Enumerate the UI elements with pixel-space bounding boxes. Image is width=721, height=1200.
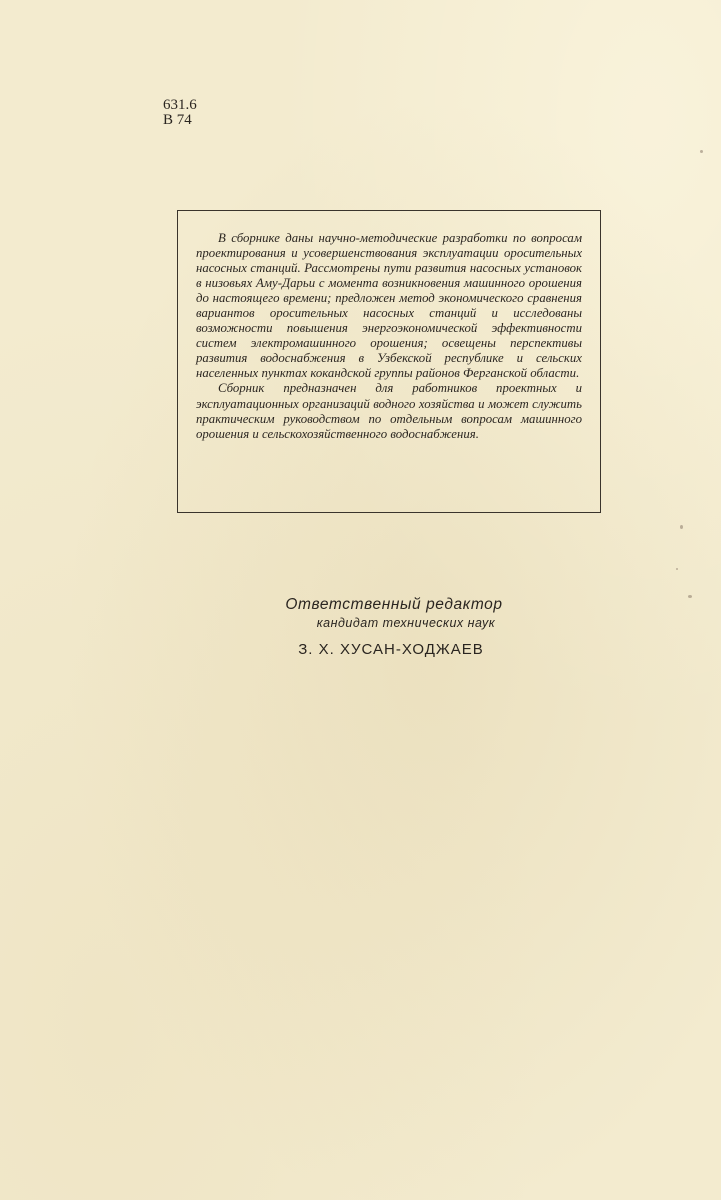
paper-speck [680,525,683,529]
editor-degree: кандидат технических наук [316,616,496,630]
catalog-codes [163,98,197,128]
abstract-paragraph-1: В сборнике даны научно-методические разработки по вопросам проектирования и усовершенствования эксплуатации оросительных насосных станций. Рассмотрены пути развития насосных установок в низовьях Аму-Дарьи с момента возникновения машинного орошения до настоящего времени; предложен метод экономического сравнения вариантов оросительных насосных станций и исследованы возможности повышения энергоэкономической эффективности систем электромашинного орошения; освещены перспективы развития водоснабжения в Узбекской республике и сельских населенных пунктах кокандской группы районов Ферганской области. [196,231,582,381]
author-mark: В 74 [163,112,192,128]
udc-code: 631.6 [163,97,197,113]
paper-speck [700,150,703,153]
paper-speck [676,568,678,570]
abstract-box [177,210,601,513]
editor-block [230,596,550,659]
editor-role: Ответственный редактор [285,596,503,613]
abstract-paragraph-2: Сборник предназначен для работников проектных и эксплуатационных организаций водного хозяйства и может служить практическим руководством по отдельным вопросам машинного орошения и сельскохозяйственного водоснабжения. [196,381,582,441]
editor-name: З. Х. ХУСАН-ХОДЖАЕВ [298,641,484,658]
paper-speck [688,595,692,598]
abstract-text [196,231,582,442]
